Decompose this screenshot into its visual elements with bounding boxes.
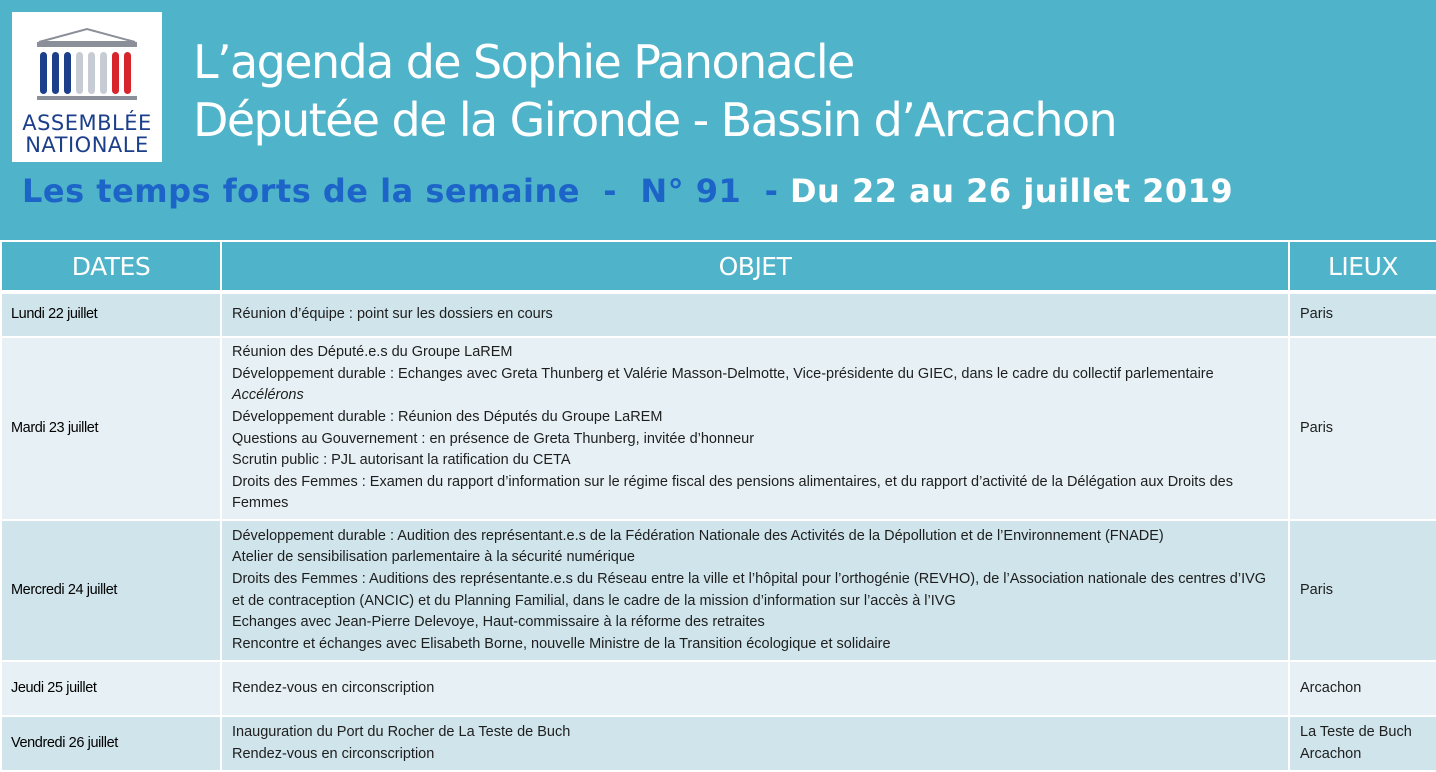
row-objet — [221, 292, 1289, 337]
table-row — [1, 337, 1436, 520]
column-header-objet: OBJET — [221, 241, 1289, 292]
objet-line: Rendez-vous en circonscription — [232, 679, 435, 696]
objet-line: Réunion d’équipe : point sur les dossiers en cours — [232, 306, 553, 323]
logo-text-line2: NATIONALE — [25, 133, 149, 157]
row-date: Vendredi 26 juillet — [1, 716, 221, 771]
lieu-line: Arcachon — [1300, 745, 1362, 762]
assemblee-nationale-logo — [12, 12, 162, 162]
row-objet — [221, 716, 1289, 771]
lieu-line: Arcachon — [1300, 679, 1362, 696]
table-row — [1, 716, 1436, 771]
page-subtitle — [22, 171, 1233, 211]
objet-line: Atelier de sensibilisation parlementaire à la sécurité numérique — [232, 549, 635, 566]
row-lieu — [1289, 661, 1436, 716]
row-lieu — [1289, 292, 1436, 337]
lieu-line: Paris — [1300, 419, 1334, 436]
column-header-lieux: LIEUX — [1289, 241, 1436, 292]
lieu-line: Paris — [1300, 306, 1334, 323]
page-title-line2: Députée de la Gironde - Bassin d’Arcachon — [193, 93, 1117, 147]
objet-italic-text: Accélérons — [232, 387, 304, 404]
objet-line: Inauguration du Port du Rocher de La Teste de Buch — [232, 723, 571, 740]
row-lieu — [1289, 716, 1436, 771]
column-header-dates: DATES — [1, 241, 221, 292]
row-date: Lundi 22 juillet — [1, 292, 221, 337]
lieu-line: Paris — [1300, 581, 1334, 598]
row-date: Jeudi 25 juillet — [1, 661, 221, 716]
table-row — [1, 292, 1436, 337]
agenda-table — [0, 240, 1436, 772]
subtitle-date-range: Du 22 au 26 juillet 2019 — [789, 172, 1234, 210]
row-lieu — [1289, 520, 1436, 661]
objet-line: Développement durable : Réunion des Députés du Groupe LaREM — [232, 408, 663, 425]
row-lieu — [1289, 337, 1436, 520]
row-objet — [221, 520, 1289, 661]
objet-line: Droits des Femmes : Auditions des représentante.e.s du Réseau entre la ville et l’hôpital pour l’orthogénie (REVHO), de l’Association nationale des centres d’IVG et de contraception (ANCIC) et du Planning Familial, dans le cadre de la mission d’information sur l’accès à l’IVG — [232, 570, 1267, 609]
lieu-line: La Teste de Buch — [1300, 723, 1412, 740]
objet-line — [232, 364, 1278, 407]
page-title-line1: L’agenda de Sophie Panonacle — [193, 35, 854, 89]
objet-line: Développement durable : Audition des représentant.e.s de la Fédération Nationale des Activités de la Dépollution et de l’Environnement (FNADE) — [232, 527, 1164, 544]
objet-line-text: Développement durable : Echanges avec Greta Thunberg et Valérie Masson-Delmotte, Vice-présidente du GIEC, dans le cadre du collectif parlementaire — [232, 365, 1214, 382]
objet-line: Droits des Femmes : Examen du rapport d’information sur le régime fiscal des pensions alimentaires, et du rapport d’activité de la Délégation aux Droits des Femmes — [232, 473, 1233, 512]
objet-line: Questions au Gouvernement : en présence de Greta Thunberg, invitée d’honneur — [232, 430, 755, 447]
row-date: Mercredi 24 juillet — [1, 520, 221, 661]
objet-line: Rendez-vous en circonscription — [232, 745, 435, 762]
table-row — [1, 661, 1436, 716]
table-header-row — [1, 241, 1436, 292]
subtitle-week-number: Les temps forts de la semaine - N° 91 - — [22, 172, 779, 210]
logo-text-line1: ASSEMBLÉE — [22, 111, 152, 135]
row-objet — [221, 661, 1289, 716]
objet-line: Réunion des Député.e.s du Groupe LaREM — [232, 344, 513, 361]
row-objet — [221, 337, 1289, 520]
hemicycle-icon — [12, 12, 162, 112]
table-row — [1, 520, 1436, 661]
row-date: Mardi 23 juillet — [1, 337, 221, 520]
objet-line: Scrutin public : PJL autorisant la ratification du CETA — [232, 452, 571, 469]
objet-line: Echanges avec Jean-Pierre Delevoye, Haut-commissaire à la réforme des retraites — [232, 614, 765, 631]
objet-line: Rencontre et échanges avec Elisabeth Borne, nouvelle Ministre de la Transition écologique et solidaire — [232, 635, 891, 652]
